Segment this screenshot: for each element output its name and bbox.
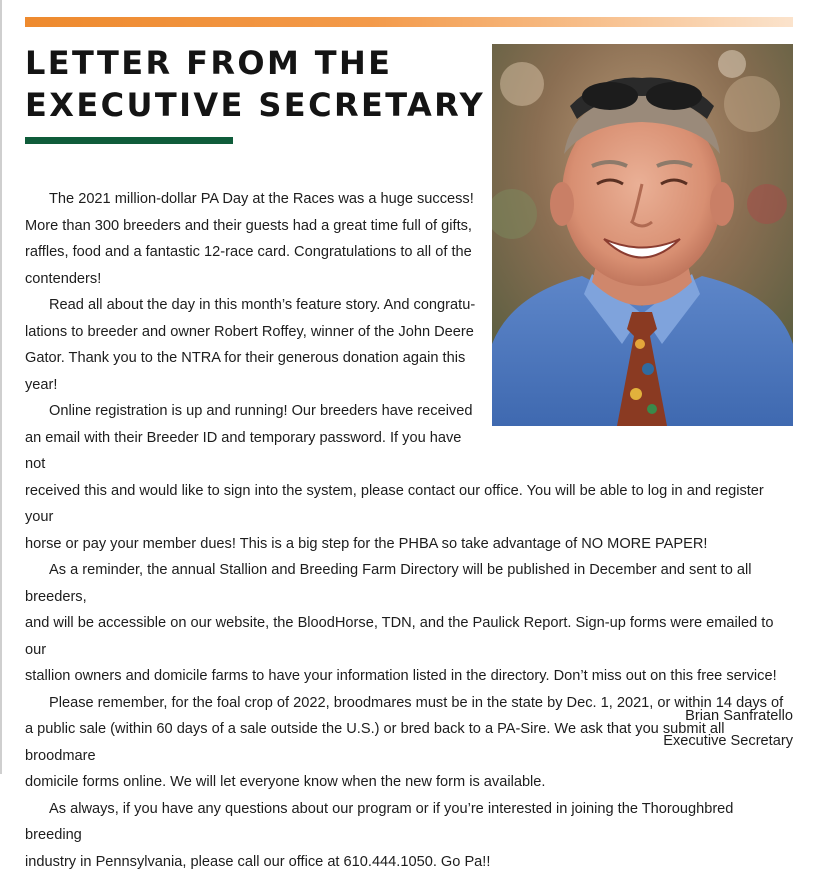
p6-line: industry in Pennsylvania, please call our office at 610.444.1050. Go Pa!! — [25, 854, 490, 870]
top-accent-bar — [25, 17, 793, 27]
p6-line: As always, if you have any questions about our program or if you’re interested in joining the Thoroughbred breeding — [25, 801, 733, 844]
signature-title: Executive Secretary — [663, 729, 793, 754]
paragraph-6 — [25, 796, 793, 875]
wide-column — [25, 478, 793, 875]
paragraph-3b — [25, 478, 793, 558]
paragraph-3a — [25, 398, 477, 478]
p1-line: contenders! — [25, 271, 101, 287]
p4-line: stallion owners and domicile farms to have your information listed in the directory. Don’t miss out on this free service! — [25, 668, 777, 684]
title-line-2: EXECUTIVE SECRETARY — [25, 84, 485, 126]
p1-line: The 2021 million-dollar PA Day at the Races was a huge success! — [49, 191, 474, 207]
title-underline — [25, 137, 233, 144]
p3-line: Online registration is up and running! Our breeders have received — [49, 403, 472, 419]
paragraph-1 — [25, 186, 477, 292]
p2-line: Read all about the day in this month’s feature story. And congratu- — [49, 297, 475, 313]
p4-line: As a reminder, the annual Stallion and Breeding Farm Directory will be published in December and sent to all breeders, — [25, 562, 752, 605]
page-title — [25, 42, 485, 126]
p5-line: a public sale (within 60 days of a sale outside the U.S.) or bred back to a PA-Sire. We ask that you submit all broodmare — [25, 721, 725, 764]
p4-line: and will be accessible on our website, the BloodHorse, TDN, and the Paulick Report. Sign-up forms were emailed to our — [25, 615, 773, 658]
p3-line: horse or pay your member dues! This is a big step for the PHBA so take advantage of NO MORE PAPER! — [25, 536, 707, 552]
p3-line: received this and would like to sign into the system, please contact our office. You will be able to log in and register your — [25, 483, 764, 526]
paragraph-4 — [25, 557, 793, 690]
narrow-column — [25, 186, 477, 478]
p2-line: lations to breeder and owner Robert Roffey, winner of the John Deere — [25, 324, 474, 340]
page-edge-rule — [0, 0, 2, 774]
paragraph-2 — [25, 292, 477, 398]
signature-name: Brian Sanfratello — [663, 704, 793, 729]
p1-line: raffles, food and a fantastic 12-race card. Congratulations to all of the — [25, 244, 472, 260]
title-line-1: LETTER FROM THE — [25, 42, 485, 84]
p5-line: domicile forms online. We will let everyone know when the new form is available. — [25, 774, 545, 790]
letter-body — [25, 186, 793, 875]
p2-line: year! — [25, 377, 57, 393]
p5-line: Please remember, for the foal crop of 2022, broodmares must be in the state by Dec. 1, 2021, or within 14 days of — [49, 695, 783, 711]
p3-line: an email with their Breeder ID and temporary password. If you have not — [25, 430, 461, 473]
p2-line: Gator. Thank you to the NTRA for their generous donation again this — [25, 350, 465, 366]
p1-line: More than 300 breeders and their guests had a great time full of gifts, — [25, 218, 472, 234]
signature-block — [663, 704, 793, 754]
